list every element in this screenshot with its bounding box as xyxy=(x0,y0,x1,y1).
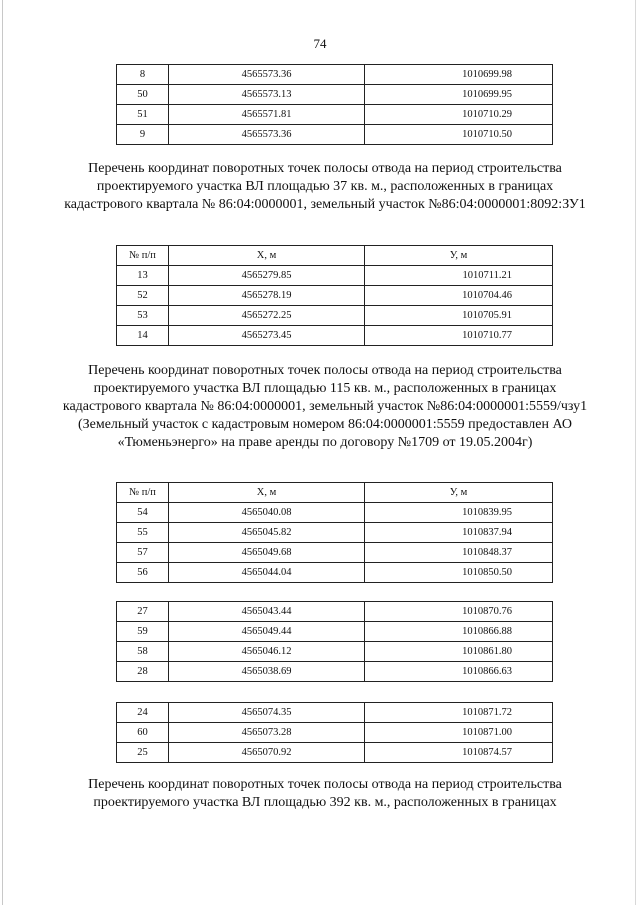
x-coordinate: 4565070.92 xyxy=(169,743,365,763)
point-number: 56 xyxy=(117,563,169,583)
x-coordinate: 4565049.68 xyxy=(169,543,365,563)
x-coordinate: 4565049.44 xyxy=(169,622,365,642)
y-coordinate: 1010861.80 xyxy=(365,642,553,662)
x-coordinate: 4565073.28 xyxy=(169,723,365,743)
table-row xyxy=(117,65,553,85)
header-x: X, м xyxy=(169,246,365,266)
table-row xyxy=(117,543,553,563)
y-coordinate: 1010837.94 xyxy=(365,523,553,543)
header-y: У, м xyxy=(365,483,553,503)
x-coordinate: 4565045.82 xyxy=(169,523,365,543)
scan-edge-left xyxy=(2,0,3,905)
table-row xyxy=(117,306,553,326)
scan-edge-right xyxy=(635,0,636,905)
coords-table-body xyxy=(117,65,553,145)
y-coordinate: 1010704.46 xyxy=(365,286,553,306)
y-coordinate: 1010850.50 xyxy=(365,563,553,583)
point-number: 51 xyxy=(117,105,169,125)
table-row xyxy=(117,602,553,622)
point-number: 24 xyxy=(117,703,169,723)
table-row xyxy=(117,326,553,346)
x-coordinate: 4565272.25 xyxy=(169,306,365,326)
table-row xyxy=(117,85,553,105)
header-y: У, м xyxy=(365,246,553,266)
y-coordinate: 1010705.91 xyxy=(365,306,553,326)
point-number: 60 xyxy=(117,723,169,743)
header-number: № п/п xyxy=(117,483,169,503)
table-row xyxy=(117,743,553,763)
x-coordinate: 4565074.35 xyxy=(169,703,365,723)
x-coordinate: 4565273.45 xyxy=(169,326,365,346)
x-coordinate: 4565038.69 xyxy=(169,662,365,682)
x-coordinate: 4565279.85 xyxy=(169,266,365,286)
coords-table-115-part3 xyxy=(116,702,553,763)
section-heading-392: Перечень координат поворотных точек полосы отвода на период строительства проектируемого участка ВЛ площадью 392 кв. м., расположенных в границах xyxy=(88,777,562,810)
point-number: 27 xyxy=(117,602,169,622)
coords-table-continued xyxy=(116,64,553,145)
y-coordinate: 1010839.95 xyxy=(365,503,553,523)
section-heading-115: Перечень координат поворотных точек полосы отвода на период строительства проектируемого участка ВЛ площадью 115 кв. м., расположенных в границах кадастрового квартала № 86:04:0000001, земельный участок №86:04:0000001:5559/чзу1 (Земельный участок с кадастровым номером 86:04:0000001:5559 предоставлен АО «Тюменьэнерго» на праве аренды по договору №1709 от 19.05.2004г) xyxy=(62,363,588,450)
table-row xyxy=(117,622,553,642)
y-coordinate: 1010866.63 xyxy=(365,662,553,682)
page-number: 74 xyxy=(313,36,327,51)
y-coordinate: 1010870.76 xyxy=(365,602,553,622)
point-number: 58 xyxy=(117,642,169,662)
x-coordinate: 4565573.36 xyxy=(169,65,365,85)
x-coordinate: 4565046.12 xyxy=(169,642,365,662)
point-number: 9 xyxy=(117,125,169,145)
y-coordinate: 1010866.88 xyxy=(365,622,553,642)
table-header-row xyxy=(117,483,553,503)
point-number: 53 xyxy=(117,306,169,326)
y-coordinate: 1010711.21 xyxy=(365,266,553,286)
table-row xyxy=(117,662,553,682)
y-coordinate: 1010871.00 xyxy=(365,723,553,743)
table-row xyxy=(117,105,553,125)
table-row xyxy=(117,563,553,583)
y-coordinate: 1010710.50 xyxy=(365,125,553,145)
point-number: 55 xyxy=(117,523,169,543)
table-row xyxy=(117,266,553,286)
x-coordinate: 4565573.36 xyxy=(169,125,365,145)
point-number: 59 xyxy=(117,622,169,642)
coords-table-115-part1 xyxy=(116,482,553,583)
point-number: 14 xyxy=(117,326,169,346)
y-coordinate: 1010699.98 xyxy=(365,65,553,85)
table-row xyxy=(117,703,553,723)
table-row xyxy=(117,125,553,145)
table-header-row xyxy=(117,246,553,266)
point-number: 57 xyxy=(117,543,169,563)
y-coordinate: 1010699.95 xyxy=(365,85,553,105)
coords-table-115-part2 xyxy=(116,601,553,682)
table-row xyxy=(117,503,553,523)
y-coordinate: 1010871.72 xyxy=(365,703,553,723)
coords-table-37 xyxy=(116,245,553,346)
point-number: 50 xyxy=(117,85,169,105)
point-number: 8 xyxy=(117,65,169,85)
header-x: X, м xyxy=(169,483,365,503)
x-coordinate: 4565040.08 xyxy=(169,503,365,523)
point-number: 52 xyxy=(117,286,169,306)
x-coordinate: 4565044.04 xyxy=(169,563,365,583)
point-number: 25 xyxy=(117,743,169,763)
table-row xyxy=(117,723,553,743)
point-number: 54 xyxy=(117,503,169,523)
x-coordinate: 4565571.81 xyxy=(169,105,365,125)
table-row xyxy=(117,523,553,543)
point-number: 28 xyxy=(117,662,169,682)
y-coordinate: 1010710.77 xyxy=(365,326,553,346)
y-coordinate: 1010848.37 xyxy=(365,543,553,563)
x-coordinate: 4565573.13 xyxy=(169,85,365,105)
x-coordinate: 4565043.44 xyxy=(169,602,365,622)
header-number: № п/п xyxy=(117,246,169,266)
x-coordinate: 4565278.19 xyxy=(169,286,365,306)
section-heading-37: Перечень координат поворотных точек полосы отвода на период строительства проектируемого участка ВЛ площадью 37 кв. м., расположенных в границах кадастрового квартала № 86:04:0000001, земельный участок №86:04:0000001:8092:ЗУ1 xyxy=(64,161,586,212)
table-row xyxy=(117,286,553,306)
table-row xyxy=(117,642,553,662)
y-coordinate: 1010874.57 xyxy=(365,743,553,763)
point-number: 13 xyxy=(117,266,169,286)
y-coordinate: 1010710.29 xyxy=(365,105,553,125)
